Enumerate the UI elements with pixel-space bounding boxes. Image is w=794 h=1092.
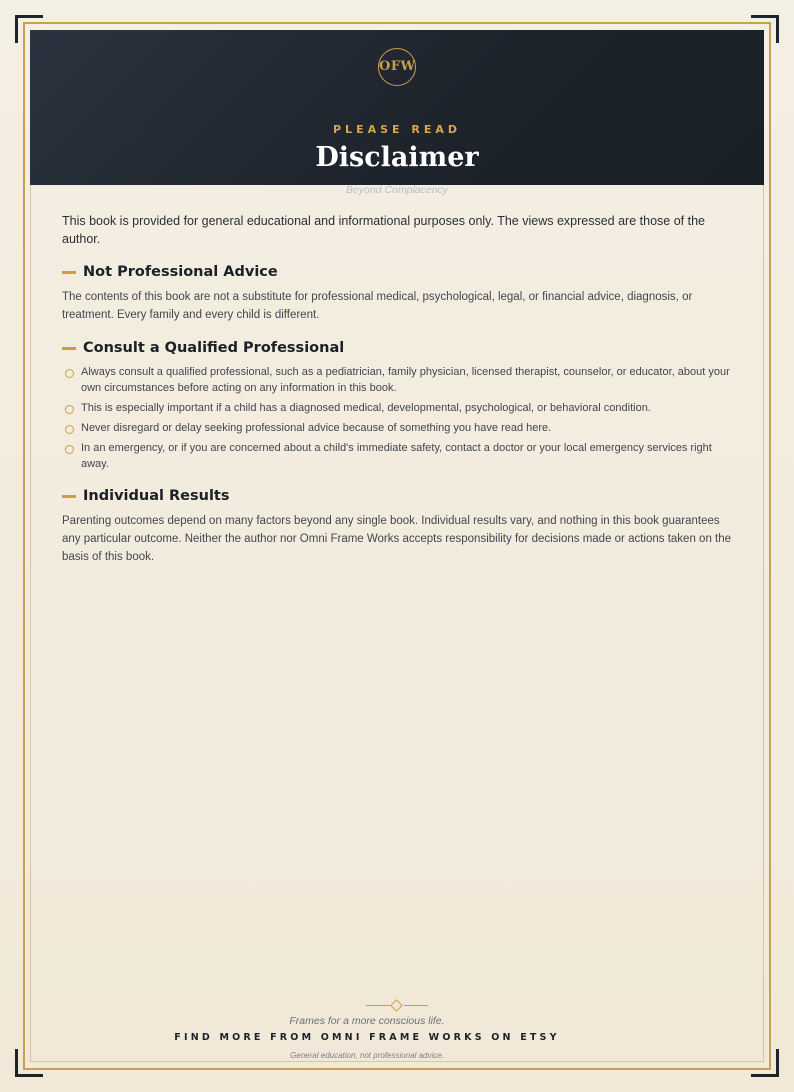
- footer-fineprint: General education, not professional advice.: [290, 1051, 444, 1060]
- section-paragraph: Parenting outcomes depend on many factors beyond any single book. Individual results vary, and nothing in this book guarantees any particular outcome. Neither the author nor Omni Frame Works accepts responsibility for decisions made or actions taken on the basis of this book.: [62, 515, 732, 563]
- footer-cta: FIND MORE FROM OMNI FRAME WORKS ON ETSY: [174, 1032, 560, 1043]
- eyebrow-label: PLEASE READ: [333, 123, 461, 136]
- content-body: [62, 212, 734, 580]
- section-heading-text: Individual Results: [83, 488, 230, 504]
- list-item-text: This is especially important if a child has a diagnosed medical, developmental, psychological, or behavioral condition.: [81, 402, 651, 414]
- list-item: [62, 420, 734, 436]
- intro-paragraph: This book is provided for general educational and informational purposes only. The views expressed are those of the author.: [62, 214, 705, 246]
- book-subtitle: Beyond Complacency: [345, 184, 449, 196]
- section-heading-consult-professional: [62, 338, 734, 358]
- list-item: [62, 440, 734, 472]
- section-heading-not-professional-advice: [62, 262, 734, 282]
- list-item-text: Never disregard or delay seeking professional advice because of something you have read here.: [81, 422, 552, 434]
- logo-badge: OFW: [378, 48, 416, 86]
- heading-dash-icon: [62, 495, 76, 498]
- section-heading-text: Not Professional Advice: [83, 264, 278, 280]
- section-paragraph: The contents of this book are not a substitute for professional medical, psychological, legal, or financial advice, diagnosis, or treatment. Every family and every child is different.: [62, 291, 693, 321]
- section-heading-text: Consult a Qualified Professional: [83, 340, 345, 356]
- footer-tagline: Frames for a more conscious life.: [289, 1015, 445, 1027]
- heading-dash-icon: [62, 271, 76, 274]
- list-item: [62, 400, 734, 416]
- circle-bullet-icon: [65, 445, 74, 454]
- divider-line: [404, 1005, 428, 1006]
- heading-dash-icon: [62, 347, 76, 350]
- circle-bullet-icon: [65, 369, 74, 378]
- header-banner: [30, 30, 764, 196]
- section-heading-individual-results: [62, 486, 734, 506]
- circle-bullet-icon: [65, 405, 74, 414]
- diamond-divider-icon: [366, 1000, 428, 1012]
- divider-line: [366, 1005, 390, 1006]
- bullet-list: [62, 364, 734, 472]
- corner-bracket-bottom-right: [751, 1049, 779, 1077]
- list-item-text: Always consult a qualified professional, such as a pediatrician, family physician, licensed therapist, counselor, or educator, about your own circumstances before acting on any information in this book.: [81, 366, 730, 394]
- list-item: [62, 364, 734, 396]
- diamond-icon: [390, 999, 403, 1012]
- circle-bullet-icon: [65, 425, 74, 434]
- page-title: Disclaimer: [315, 142, 479, 173]
- list-item-text: In an emergency, or if you are concerned about a child's immediate safety, contact a doctor or your local emergency services right away.: [81, 442, 712, 470]
